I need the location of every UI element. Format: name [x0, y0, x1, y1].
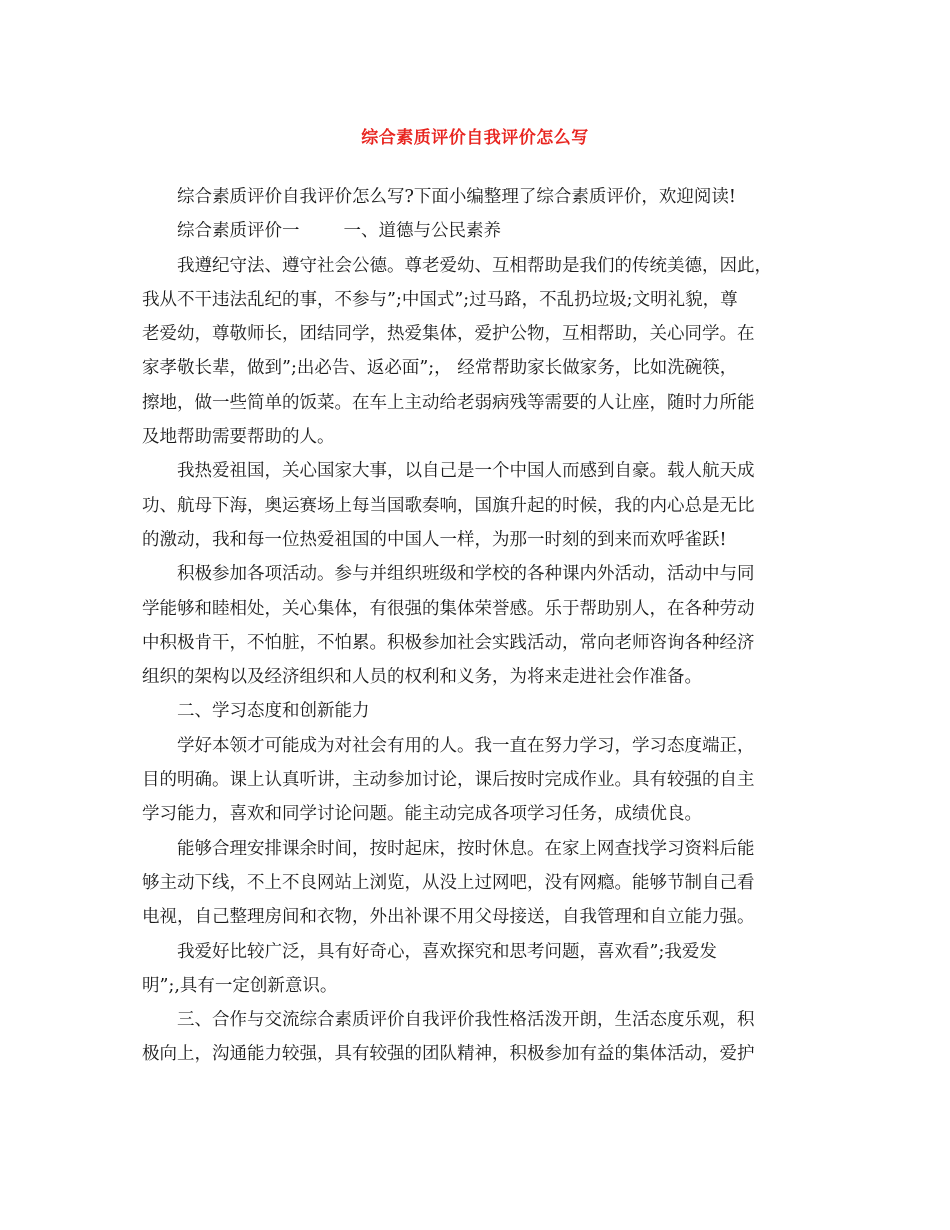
paragraph	[142, 832, 814, 935]
document-body	[142, 180, 814, 1072]
text-line: 电视，自己整理房间和衣物，外出补课不用父母接送，自我管理和自立能力强。	[142, 907, 755, 928]
text-line: 学能够和睦相处，关心集体，有很强的集体荣誉感。乐于帮助别人，在各种劳动	[142, 598, 755, 619]
text-line: 组织的架构以及经济组织和人员的权利和义务，为将来走进社会作准备。	[142, 667, 702, 688]
paragraph	[142, 249, 814, 455]
text-line: 积极参加各项活动。参与并组织班级和学校的各种课内外活动，活动中与同	[177, 564, 755, 585]
text-line: 我爱好比较广泛，具有好奇心，喜欢探究和思考问题，喜欢看”;我爱发	[177, 941, 717, 962]
section-label: 综合素质评价一	[177, 221, 300, 242]
text-line: 学习能力，喜欢和同学讨论问题。能主动完成各项学习任务，成绩优良。	[142, 804, 702, 825]
text-line: 及地帮助需要帮助的人。	[142, 427, 335, 448]
text-line	[142, 214, 814, 248]
text-line: 家孝敬长辈，做到”;出必告、返必面”;， 经常帮助家长做家务，比如洗碗筷，	[142, 358, 738, 379]
text-line: 综合素质评价自我评价怎么写?下面小编整理了综合素质评价，欢迎阅读!	[177, 187, 736, 207]
text-line: 明”;,具有一定创新意识。	[142, 975, 338, 996]
paragraph	[142, 454, 814, 557]
paragraph	[142, 557, 814, 694]
text-line: 学好本领才可能成为对社会有用的人。我一直在努力学习，学习态度端正，	[177, 735, 755, 756]
section-heading	[142, 694, 814, 728]
text-line: 极向上，沟通能力较强，具有较强的团队精神，积极参加有益的集体活动，爱护	[142, 1044, 755, 1065]
text-line: 我遵纪守法、遵守社会公德。尊老爱幼、互相帮助是我们的传统美德，因此，	[177, 255, 772, 276]
paragraph	[142, 729, 814, 832]
section-title: 一、道德与公民素养	[343, 221, 501, 242]
paragraph	[142, 1003, 814, 1072]
text-line: 的激动，我和每一位热爱祖国的中国人一样，为那一时刻的到来而欢呼雀跃!	[142, 529, 727, 550]
text-line: 擦地，做一些简单的饭菜。在车上主动给老弱病残等需要的人让座，随时力所能	[142, 392, 755, 413]
text-line: 我从不干违法乱纪的事，不参与”;中国式”;过马路，不乱扔垃圾;文明礼貌，尊	[142, 289, 738, 310]
text-line: 功、航母下海，奥运赛场上每当国歌奏响，国旗升起的时候，我的内心总是无比	[142, 495, 755, 516]
paragraph	[142, 935, 814, 1004]
text-line: 中积极肯干，不怕脏，不怕累。积极参加社会实践活动，常向老师咨询各种经济	[142, 632, 755, 653]
text-line: 够主动下线，不上不良网站上浏览，从没上过网吧，没有网瘾。能够节制自己看	[142, 872, 755, 893]
text-line: 能够合理安排课余时间，按时起床，按时休息。在家上网查找学习资料后能	[177, 838, 755, 859]
text-line: 二、学习态度和创新能力	[177, 701, 370, 722]
intro-paragraph	[142, 180, 814, 214]
text-line: 我热爱祖国，关心国家大事，以自己是一个中国人而感到自豪。载人航天成	[177, 461, 755, 482]
section-heading	[142, 214, 814, 248]
text-line: 目的明确。课上认真听讲，主动参加讨论，课后按时完成作业。具有较强的自主	[142, 770, 755, 791]
text-line: 老爱幼，尊敬师长，团结同学，热爱集体，爱护公物，互相帮助，关心同学。在	[142, 324, 755, 345]
document-title: 综合素质评价自我评价怎么写	[361, 128, 589, 148]
text-line: 三、合作与交流综合素质评价自我评价我性格活泼开朗，生活态度乐观，积	[177, 1010, 755, 1031]
